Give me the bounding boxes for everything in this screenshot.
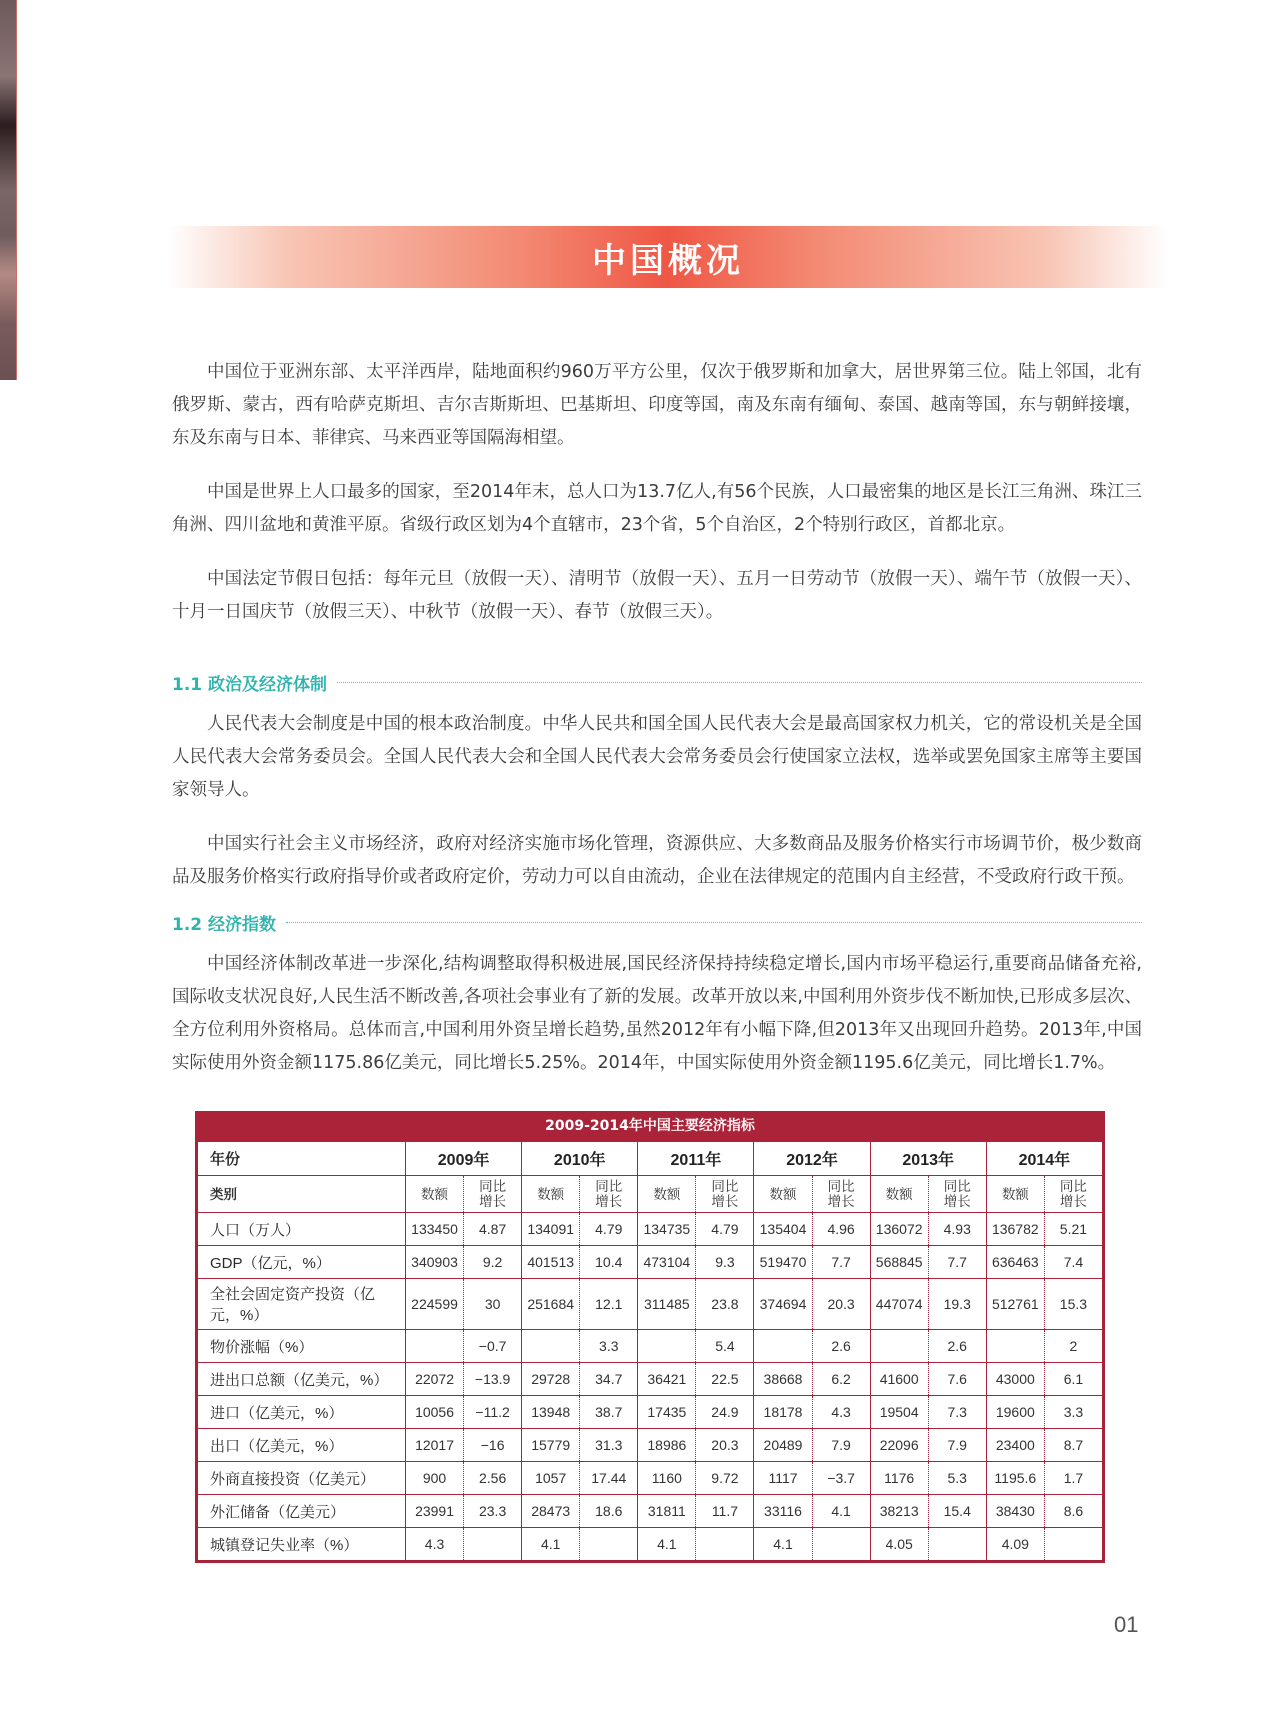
- growth-cell: 7.4: [1044, 1246, 1102, 1279]
- growth-cell: 5.21: [1044, 1213, 1102, 1246]
- growth-cell: 3.3: [580, 1330, 638, 1363]
- amount-cell: 1195.6: [986, 1462, 1044, 1495]
- amount-cell: 38430: [986, 1495, 1044, 1528]
- growth-cell: −0.7: [464, 1330, 522, 1363]
- growth-header: [928, 1176, 986, 1213]
- amount-cell: 311485: [638, 1279, 696, 1330]
- amount-cell: 12017: [406, 1429, 464, 1462]
- growth-cell: 2: [1044, 1330, 1102, 1363]
- section-economy-body: [172, 948, 1142, 1080]
- growth-cell: 4.79: [580, 1213, 638, 1246]
- growth-cell: 23.8: [696, 1279, 754, 1330]
- amount-cell: 31811: [638, 1495, 696, 1528]
- amount-cell: 1057: [522, 1462, 580, 1495]
- intro-block: [172, 356, 1142, 629]
- dotted-divider: [286, 922, 1142, 923]
- table-row: [198, 1213, 1103, 1246]
- intro-paragraph: 中国位于亚洲东部、太平洋西岸，陆地面积约960万平方公里，仅次于俄罗斯和加拿大，居世界第三位。陆上邻国，北有俄罗斯、蒙古，西有哈萨克斯坦、吉尔吉斯斯坦、巴基斯坦、印度等国，南及东南有缅甸、泰国、越南等国，东与朝鲜接壤，东及东南与日本、菲律宾、马来西亚等国隔海相望。: [172, 362, 1142, 448]
- growth-cell: 7.9: [928, 1429, 986, 1462]
- amount-cell: 568845: [870, 1246, 928, 1279]
- growth-cell: 9.3: [696, 1246, 754, 1279]
- growth-cell: 9.2: [464, 1246, 522, 1279]
- amount-cell: 340903: [406, 1246, 464, 1279]
- dotted-divider: [337, 682, 1142, 683]
- amount-cell: 18178: [754, 1396, 812, 1429]
- year-header: 2013年: [870, 1142, 986, 1176]
- page-number: 01: [1114, 1612, 1139, 1637]
- growth-header: [812, 1176, 870, 1213]
- amount-header: 数额: [754, 1176, 812, 1213]
- table-row: [198, 1462, 1103, 1495]
- year-header: 2012年: [754, 1142, 870, 1176]
- amount-cell: [522, 1330, 580, 1363]
- amount-cell: 224599: [406, 1279, 464, 1330]
- growth-cell: 7.6: [928, 1363, 986, 1396]
- amount-cell: 13948: [522, 1396, 580, 1429]
- amount-cell: 134091: [522, 1213, 580, 1246]
- growth-cell: 4.3: [812, 1396, 870, 1429]
- growth-header-line1: 同比: [711, 1179, 739, 1194]
- growth-cell: 18.6: [580, 1495, 638, 1528]
- growth-cell: 34.7: [580, 1363, 638, 1396]
- body-paragraph: 中国实行社会主义市场经济，政府对经济实施市场化管理，资源供应、大多数商品及服务价格实行市场调节价，极少数商品及服务价格实行政府指导价或者政府定价，劳动力可以自由流动，企业在法律规定的范围内自主经营，不受政府行政干预。: [172, 834, 1142, 887]
- amount-cell: 19600: [986, 1396, 1044, 1429]
- amount-cell: 4.1: [638, 1528, 696, 1561]
- growth-cell: 2.6: [928, 1330, 986, 1363]
- growth-header: [696, 1176, 754, 1213]
- growth-header-line1: 同比: [1059, 1179, 1087, 1194]
- growth-header-line2: 增长: [479, 1194, 507, 1209]
- amount-cell: 4.3: [406, 1528, 464, 1561]
- amount-cell: 43000: [986, 1363, 1044, 1396]
- intro-paragraph: 中国法定节假日包括：每年元旦（放假一天）、清明节（放假一天）、五月一日劳动节（放假一天）、端午节（放假一天）、十月一日国庆节（放假三天）、中秋节（放假一天）、春节（放假三天）。: [172, 569, 1142, 622]
- growth-cell: 8.6: [1044, 1495, 1102, 1528]
- growth-cell: 30: [464, 1279, 522, 1330]
- category-cell: 城镇登记失业率（%）: [198, 1528, 406, 1561]
- growth-cell: 3.3: [1044, 1396, 1102, 1429]
- amount-cell: 19504: [870, 1396, 928, 1429]
- amount-cell: [870, 1330, 928, 1363]
- amount-cell: 401513: [522, 1246, 580, 1279]
- growth-cell: 6.2: [812, 1363, 870, 1396]
- amount-cell: 4.05: [870, 1528, 928, 1561]
- year-label: 年份: [198, 1142, 406, 1176]
- growth-header: [580, 1176, 638, 1213]
- growth-cell: 10.4: [580, 1246, 638, 1279]
- growth-header-line2: 增长: [595, 1194, 623, 1209]
- amount-cell: 23400: [986, 1429, 1044, 1462]
- amount-cell: 136782: [986, 1213, 1044, 1246]
- amount-cell: 1160: [638, 1462, 696, 1495]
- category-cell: GDP（亿元，%）: [198, 1246, 406, 1279]
- growth-cell: [696, 1528, 754, 1561]
- amount-cell: 23991: [406, 1495, 464, 1528]
- table-row: [198, 1363, 1103, 1396]
- category-cell: 进出口总额（亿美元，%）: [198, 1363, 406, 1396]
- amount-cell: 512761: [986, 1279, 1044, 1330]
- growth-cell: 4.96: [812, 1213, 870, 1246]
- section-politics-body: [172, 708, 1142, 894]
- growth-cell: 31.3: [580, 1429, 638, 1462]
- growth-cell: 17.44: [580, 1462, 638, 1495]
- year-header: 2009年: [406, 1142, 522, 1176]
- growth-cell: 8.7: [1044, 1429, 1102, 1462]
- amount-cell: 28473: [522, 1495, 580, 1528]
- amount-header: 数额: [870, 1176, 928, 1213]
- amount-cell: 135404: [754, 1213, 812, 1246]
- growth-cell: [812, 1528, 870, 1561]
- section-heading-politics: [172, 670, 1142, 695]
- amount-header: 数额: [406, 1176, 464, 1213]
- table-caption: 2009-2014年中国主要经济指标: [197, 1111, 1103, 1141]
- category-label: 类别: [198, 1176, 406, 1213]
- amount-cell: 1117: [754, 1462, 812, 1495]
- growth-header-line1: 同比: [595, 1179, 623, 1194]
- growth-cell: 11.7: [696, 1495, 754, 1528]
- amount-cell: 17435: [638, 1396, 696, 1429]
- growth-header-line2: 增长: [943, 1194, 971, 1209]
- growth-cell: [1044, 1528, 1102, 1561]
- amount-cell: 38213: [870, 1495, 928, 1528]
- amount-cell: 18986: [638, 1429, 696, 1462]
- category-cell: 物价涨幅（%）: [198, 1330, 406, 1363]
- amount-header: 数额: [986, 1176, 1044, 1213]
- amount-cell: 4.09: [986, 1528, 1044, 1561]
- amount-cell: 10056: [406, 1396, 464, 1429]
- growth-cell: 4.87: [464, 1213, 522, 1246]
- growth-cell: −3.7: [812, 1462, 870, 1495]
- growth-cell: 7.3: [928, 1396, 986, 1429]
- amount-cell: 636463: [986, 1246, 1044, 1279]
- section-heading-text: 1.2 经济指数: [172, 915, 277, 935]
- year-header: 2014年: [986, 1142, 1102, 1176]
- amount-cell: 134735: [638, 1213, 696, 1246]
- growth-cell: 23.3: [464, 1495, 522, 1528]
- year-header: 2010年: [522, 1142, 638, 1176]
- growth-header-line1: 同比: [827, 1179, 855, 1194]
- growth-cell: 5.4: [696, 1330, 754, 1363]
- body-paragraph: 中国经济体制改革进一步深化,结构调整取得积极进展,国民经济保持持续稳定增长,国内市场平稳运行,重要商品储备充裕,国际收支状况良好,人民生活不断改善,各项社会事业有了新的发展。改革开放以来,中国利用外资步伐不断加快,已形成多层次、全方位利用外资格局。总体而言,中国利用外资呈增长趋势,虽然2012年有小幅下降,但2013年又出现回升趋势。2013年,中国实际使用外资金额1175.86亿美元，同比增长5.25%。2014年，中国实际使用外资金额1195.6亿美元，同比增长1.7%。: [172, 954, 1142, 1073]
- amount-cell: 33116: [754, 1495, 812, 1528]
- growth-cell: 1.7: [1044, 1462, 1102, 1495]
- growth-cell: 7.7: [812, 1246, 870, 1279]
- amount-cell: 133450: [406, 1213, 464, 1246]
- table-row: [198, 1279, 1103, 1330]
- growth-cell: 5.3: [928, 1462, 986, 1495]
- amount-cell: 22072: [406, 1363, 464, 1396]
- growth-header: [1044, 1176, 1102, 1213]
- amount-cell: 4.1: [754, 1528, 812, 1561]
- amount-cell: 136072: [870, 1213, 928, 1246]
- growth-cell: [928, 1528, 986, 1561]
- amount-cell: [754, 1330, 812, 1363]
- growth-header: [464, 1176, 522, 1213]
- decorative-photo-strip: [0, 0, 17, 380]
- economic-indicators-table: [195, 1111, 1105, 1563]
- growth-cell: 4.1: [812, 1495, 870, 1528]
- table-row: [198, 1396, 1103, 1429]
- amount-cell: [406, 1330, 464, 1363]
- growth-header-line2: 增长: [827, 1194, 855, 1209]
- growth-cell: 15.4: [928, 1495, 986, 1528]
- table-row: [198, 1429, 1103, 1462]
- growth-cell: 2.56: [464, 1462, 522, 1495]
- amount-cell: [986, 1330, 1044, 1363]
- title-banner: [168, 226, 1168, 288]
- growth-cell: 7.9: [812, 1429, 870, 1462]
- sub-header-row: [198, 1176, 1103, 1213]
- body-paragraph: 人民代表大会制度是中国的根本政治制度。中华人民共和国全国人民代表大会是最高国家权力机关，它的常设机关是全国人民代表大会常务委员会。全国人民代表大会和全国人民代表大会常务委员会行使国家立法权，选举或罢免国家主席等主要国家领导人。: [172, 714, 1142, 800]
- year-header-row: [198, 1142, 1103, 1176]
- amount-cell: 4.1: [522, 1528, 580, 1561]
- table-row: [198, 1330, 1103, 1363]
- amount-cell: 473104: [638, 1246, 696, 1279]
- amount-cell: 15779: [522, 1429, 580, 1462]
- amount-cell: 447074: [870, 1279, 928, 1330]
- amount-cell: 29728: [522, 1363, 580, 1396]
- amount-cell: 519470: [754, 1246, 812, 1279]
- growth-cell: −13.9: [464, 1363, 522, 1396]
- growth-cell: 4.79: [696, 1213, 754, 1246]
- table-row: [198, 1246, 1103, 1279]
- amount-cell: 374694: [754, 1279, 812, 1330]
- section-heading-text: 1.1 政治及经济体制: [172, 675, 328, 695]
- growth-cell: 2.6: [812, 1330, 870, 1363]
- amount-cell: 38668: [754, 1363, 812, 1396]
- growth-header-line1: 同比: [943, 1179, 971, 1194]
- year-header: 2011年: [638, 1142, 754, 1176]
- growth-header-line1: 同比: [479, 1179, 507, 1194]
- growth-cell: [580, 1528, 638, 1561]
- growth-cell: −11.2: [464, 1396, 522, 1429]
- growth-cell: 6.1: [1044, 1363, 1102, 1396]
- growth-header-line2: 增长: [711, 1194, 739, 1209]
- section-heading-economy: [172, 910, 1142, 935]
- amount-cell: 22096: [870, 1429, 928, 1462]
- table-body: [198, 1213, 1103, 1561]
- amount-header: 数额: [522, 1176, 580, 1213]
- category-cell: 人口（万人）: [198, 1213, 406, 1246]
- growth-cell: 12.1: [580, 1279, 638, 1330]
- growth-cell: 22.5: [696, 1363, 754, 1396]
- amount-cell: 20489: [754, 1429, 812, 1462]
- growth-cell: 24.9: [696, 1396, 754, 1429]
- category-cell: 出口（亿美元，%）: [198, 1429, 406, 1462]
- growth-cell: 15.3: [1044, 1279, 1102, 1330]
- amount-cell: [638, 1330, 696, 1363]
- growth-header-line2: 增长: [1059, 1194, 1087, 1209]
- growth-cell: 20.3: [812, 1279, 870, 1330]
- growth-cell: 38.7: [580, 1396, 638, 1429]
- amount-cell: 251684: [522, 1279, 580, 1330]
- growth-cell: 9.72: [696, 1462, 754, 1495]
- growth-cell: 19.3: [928, 1279, 986, 1330]
- growth-cell: −16: [464, 1429, 522, 1462]
- page-title: 中国概况: [592, 240, 744, 281]
- category-cell: 外汇储备（亿美元）: [198, 1495, 406, 1528]
- category-cell: 外商直接投资（亿美元）: [198, 1462, 406, 1495]
- category-cell: 进口（亿美元，%）: [198, 1396, 406, 1429]
- amount-cell: 900: [406, 1462, 464, 1495]
- amount-header: 数额: [638, 1176, 696, 1213]
- amount-cell: 41600: [870, 1363, 928, 1396]
- intro-paragraph: 中国是世界上人口最多的国家，至2014年末，总人口为13.7亿人,有56个民族，人口最密集的地区是长江三角洲、珠江三角洲、四川盆地和黄淮平原。省级行政区划为4个直辖市，23个省，5个自治区，2个特别行政区，首都北京。: [172, 482, 1142, 535]
- table-row: [198, 1528, 1103, 1561]
- amount-cell: 36421: [638, 1363, 696, 1396]
- growth-cell: 4.93: [928, 1213, 986, 1246]
- growth-cell: [464, 1528, 522, 1561]
- amount-cell: 1176: [870, 1462, 928, 1495]
- category-cell: 全社会固定资产投资（亿元，%）: [198, 1279, 406, 1330]
- growth-cell: 7.7: [928, 1246, 986, 1279]
- growth-cell: 20.3: [696, 1429, 754, 1462]
- table-row: [198, 1495, 1103, 1528]
